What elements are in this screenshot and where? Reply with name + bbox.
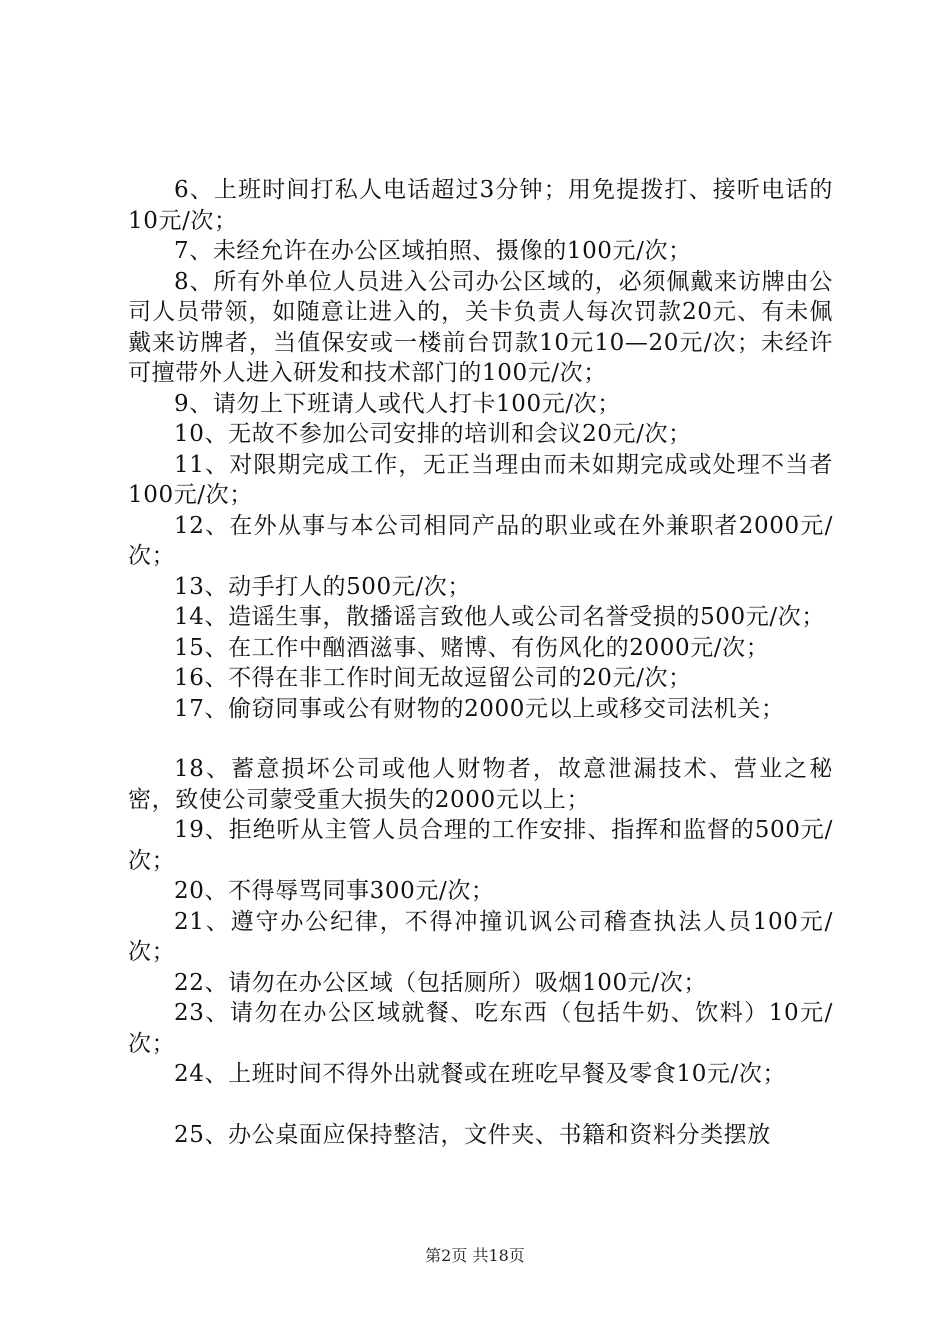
- page-number-footer: 第2页 共18页: [425, 1246, 525, 1265]
- paragraph-rule-14: 14、造谣生事，散播谣言致他人或公司名誉受损的500元/次；: [174, 604, 825, 630]
- paragraph-rule-15: 15、在工作中酗酒滋事、赌博、有伤风化的2000元/次；: [174, 634, 770, 661]
- paragraph-rule-8: 8、所有外单位人员进入公司办公区域的，必须佩戴来访牌由公司人员带领，如随意让进入的，关卡负责人每次罚款20元、有未佩戴来访牌者，当值保安或一楼前台罚款10元10—20元/次；未经许可擅带外人进入研发和技术部门的100元/次；: [128, 268, 833, 386]
- paragraph-rule-17: 17、偷窃同事或公有财物的2000元以上或移交司法机关；: [174, 695, 785, 722]
- paragraph-rule-25: 25、办公桌面应保持整洁，文件夹、书籍和资料分类摆放: [174, 1121, 771, 1148]
- document-body: [128, 175, 833, 1150]
- paragraph-rule-6: 6、上班时间打私人电话超过3分钟；用免提拨打、接听电话的10元/次；: [128, 177, 833, 234]
- paragraph-rule-10: 10、无故不参加公司安排的培训和会议20元/次；: [174, 421, 692, 447]
- paragraph-rule-19: 19、拒绝听从主管人员合理的工作安排、指挥和监督的500元/次；: [128, 817, 833, 874]
- paragraph-rule-23: 23、请勿在办公区域就餐、吃东西（包括牛奶、饮料）10元/次；: [128, 1000, 833, 1057]
- paragraph-rule-24: 24、上班时间不得外出就餐或在班吃早餐及零食10元/次；: [174, 1061, 787, 1087]
- paragraph-rule-16: 16、不得在非工作时间无故逗留公司的20元/次；: [174, 665, 692, 691]
- paragraph-rule-12: 12、在外从事与本公司相同产品的职业或在外兼职者2000元/次；: [128, 512, 833, 569]
- paragraph-rule-7: 7、未经允许在办公区域拍照、摄像的100元/次；: [174, 238, 692, 264]
- paragraph-rule-22: 22、请勿在办公区域（包括厕所）吸烟100元/次；: [174, 969, 707, 996]
- paragraph-rule-11: 11、对限期完成工作，无正当理由而未如期完成或处理不当者100元/次；: [128, 451, 833, 508]
- paragraph-rule-20: 20、不得辱骂同事300元/次；: [174, 878, 495, 904]
- paragraph-rule-9: 9、请勿上下班请人或代人打卡100元/次；: [174, 390, 621, 417]
- paragraph-rule-21: 21、遵守办公纪律，不得冲撞讥讽公司稽查执法人员100元/次；: [128, 908, 833, 965]
- paragraph-rule-13: 13、动手打人的500元/次；: [174, 573, 471, 600]
- paragraph-rule-18: 18、蓄意损坏公司或他人财物者，故意泄漏技术、营业之秘密，致使公司蒙受重大损失的2000元以上；: [128, 756, 833, 813]
